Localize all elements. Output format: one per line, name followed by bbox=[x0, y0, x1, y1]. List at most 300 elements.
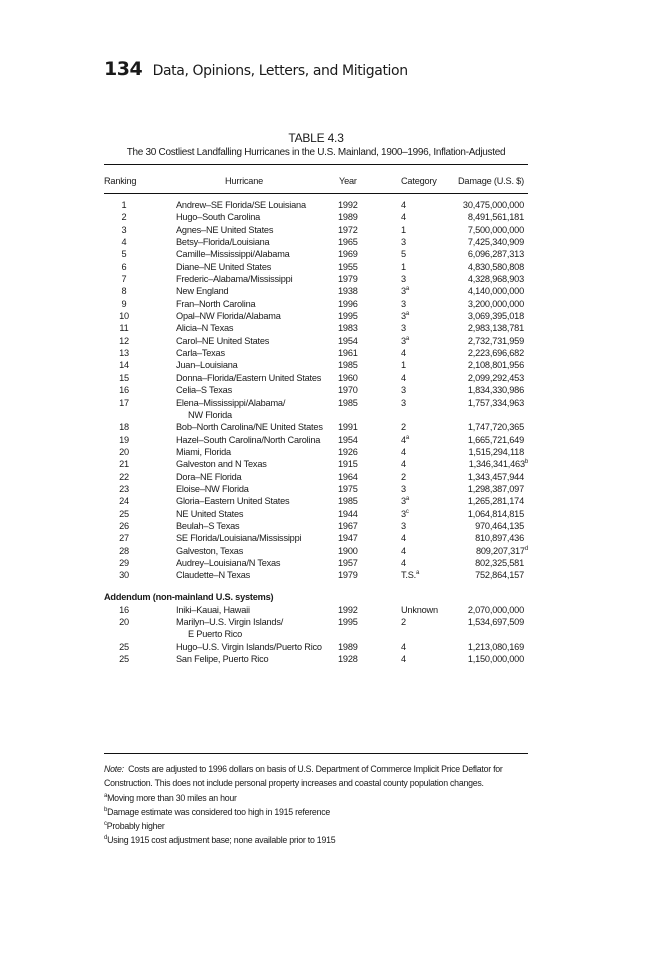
damage-cell bbox=[468, 335, 528, 347]
hurricane-cell bbox=[176, 604, 250, 616]
category-cell bbox=[401, 335, 409, 347]
hurricane-cell bbox=[176, 322, 233, 334]
category-value: 4 bbox=[401, 446, 406, 457]
note-text: Costs are adjusted to 1996 dollars on basis of U.S. Department of Commerce Implicit Price Deflator for Construction. This does not include personal property increases and coastal county population changes. bbox=[104, 764, 503, 789]
category-cell bbox=[401, 483, 406, 495]
year-cell: 1965 bbox=[338, 237, 358, 248]
footnote-text: Probably higher bbox=[106, 821, 165, 832]
category-cell bbox=[401, 285, 409, 297]
hurricane-name-continued: NW Florida bbox=[188, 409, 232, 420]
damage-cell bbox=[469, 446, 528, 458]
table-row bbox=[104, 310, 528, 322]
year-cell: 1954 bbox=[338, 434, 358, 445]
rank-cell: 20 bbox=[119, 446, 129, 457]
category-cell bbox=[401, 273, 406, 285]
damage-cell bbox=[468, 322, 528, 334]
damage-cell bbox=[468, 421, 528, 433]
damage-value: 30,475,000,000 bbox=[462, 200, 524, 210]
table-row bbox=[104, 372, 528, 384]
category-cell bbox=[401, 199, 406, 211]
category-cell bbox=[401, 653, 406, 665]
category-value: 5 bbox=[401, 249, 406, 260]
category-value: 4 bbox=[401, 654, 406, 665]
category-footnote-mark: a bbox=[405, 311, 410, 318]
table-row bbox=[104, 248, 528, 260]
hurricane-name: Camille–Mississippi/Alabama bbox=[176, 249, 290, 260]
hurricane-cell bbox=[176, 335, 269, 347]
hurricane-name: Betsy–Florida/Louisiana bbox=[176, 237, 270, 248]
hurricane-cell bbox=[176, 520, 239, 532]
damage-cell bbox=[468, 384, 528, 396]
year-cell: 1967 bbox=[338, 520, 358, 531]
damage-cell bbox=[468, 285, 528, 297]
hurricane-name: Bob–North Carolina/NE United States bbox=[176, 422, 323, 433]
hurricane-name: New England bbox=[176, 286, 229, 297]
hurricane-cell bbox=[176, 372, 321, 384]
table-row bbox=[104, 236, 528, 248]
category-cell bbox=[401, 359, 406, 371]
rank-cell: 12 bbox=[119, 335, 129, 346]
year-cell: 1970 bbox=[338, 385, 358, 396]
damage-cell bbox=[468, 298, 528, 310]
hurricane-cell bbox=[176, 458, 267, 470]
year-cell: 1944 bbox=[338, 508, 358, 519]
footnote bbox=[104, 833, 528, 847]
table-top-rule bbox=[104, 164, 528, 165]
hurricane-name: Diane–NE United States bbox=[176, 261, 272, 272]
category-cell bbox=[401, 604, 438, 616]
column-header-damage: Damage (U.S. $) bbox=[458, 176, 524, 186]
table-row bbox=[104, 483, 528, 495]
damage-value: 7,500,000,000 bbox=[467, 224, 524, 235]
year-cell: 1926 bbox=[338, 446, 358, 457]
rank-cell: 25 bbox=[119, 641, 129, 652]
year-cell: 1995 bbox=[338, 617, 358, 627]
table-row bbox=[104, 285, 528, 297]
rank-cell: 25 bbox=[119, 508, 129, 519]
year-cell: 1992 bbox=[338, 200, 358, 210]
hurricane-cell bbox=[176, 359, 238, 371]
category-value: 4 bbox=[401, 533, 406, 544]
table-row bbox=[104, 545, 528, 557]
rank-cell: 16 bbox=[119, 604, 129, 615]
table-row bbox=[104, 471, 528, 483]
year-cell: 1985 bbox=[338, 397, 358, 408]
hurricane-name: Alicia–N Texas bbox=[176, 323, 234, 334]
hurricane-cell bbox=[176, 199, 306, 211]
rank-cell: 8 bbox=[121, 286, 127, 297]
damage-cell bbox=[468, 248, 528, 260]
category-footnote-mark: a bbox=[405, 286, 410, 293]
rank-cell: 3 bbox=[121, 224, 127, 235]
damage-value: 8,491,561,181 bbox=[467, 212, 524, 223]
damage-value: 1,150,000,000 bbox=[467, 654, 524, 665]
year-cell: 1996 bbox=[338, 298, 358, 309]
damage-value: 1,298,387,097 bbox=[467, 483, 524, 494]
category-value: 3 bbox=[401, 311, 406, 322]
category-cell bbox=[401, 434, 409, 446]
damage-value: 2,099,292,453 bbox=[467, 372, 524, 383]
damage-value: 2,983,138,781 bbox=[467, 323, 524, 334]
damage-value: 2,732,731,959 bbox=[467, 335, 524, 346]
hurricane-name: SE Florida/Louisiana/Mississippi bbox=[176, 533, 302, 544]
damage-cell bbox=[468, 641, 528, 653]
rank-cell: 29 bbox=[119, 557, 129, 568]
rank-cell: 22 bbox=[119, 471, 129, 482]
damage-cell bbox=[468, 224, 528, 236]
rank-cell: 2 bbox=[121, 212, 127, 223]
damage-value: 1,757,334,963 bbox=[467, 397, 524, 408]
category-cell bbox=[401, 372, 406, 384]
category-value: 3 bbox=[401, 496, 406, 507]
hurricane-cell bbox=[176, 616, 283, 641]
category-cell bbox=[401, 421, 406, 433]
rank-cell: 24 bbox=[119, 496, 129, 507]
damage-value: 810,897,436 bbox=[475, 533, 524, 544]
hurricane-name: Frederic–Alabama/Mississippi bbox=[176, 274, 293, 285]
hurricane-cell bbox=[176, 471, 241, 483]
damage-cell bbox=[463, 199, 528, 211]
year-cell: 1985 bbox=[338, 360, 358, 371]
damage-value: 752,864,157 bbox=[475, 570, 524, 581]
category-value: 3 bbox=[401, 274, 406, 285]
damage-cell bbox=[468, 604, 528, 616]
hurricane-cell bbox=[176, 532, 301, 544]
rank-cell: 18 bbox=[119, 422, 129, 433]
hurricane-name: Opal–NW Florida/Alabama bbox=[176, 311, 281, 322]
table-row bbox=[104, 359, 528, 371]
category-cell bbox=[401, 298, 406, 310]
table-row bbox=[104, 446, 528, 458]
category-value: 4 bbox=[401, 200, 406, 210]
hurricane-cell bbox=[176, 653, 268, 665]
category-footnote-mark: a bbox=[405, 496, 410, 503]
year-cell: 1989 bbox=[338, 212, 358, 223]
hurricane-cell bbox=[176, 397, 285, 422]
table-row bbox=[104, 653, 528, 665]
hurricane-name: Donna–Florida/Eastern United States bbox=[176, 372, 322, 383]
damage-cell bbox=[468, 483, 528, 495]
damage-cell bbox=[468, 347, 528, 359]
rank-cell: 28 bbox=[119, 545, 129, 556]
footnote-text: Damage estimate was considered too high in 1915 reference bbox=[107, 806, 331, 817]
hurricane-name: NE United States bbox=[176, 508, 244, 519]
damage-value: 1,346,341,463 bbox=[468, 459, 525, 470]
damage-value: 1,534,697,509 bbox=[467, 617, 524, 627]
category-cell bbox=[401, 641, 406, 653]
table-row bbox=[104, 199, 528, 211]
table-row bbox=[104, 397, 528, 422]
hurricane-name: Hazel–South Carolina/North Carolina bbox=[176, 434, 321, 445]
year-cell: 1955 bbox=[338, 261, 358, 272]
category-cell bbox=[401, 384, 406, 396]
year-cell: 1957 bbox=[338, 557, 358, 568]
table-row bbox=[104, 532, 528, 544]
year-cell: 1947 bbox=[338, 533, 358, 544]
category-value: 2 bbox=[401, 471, 406, 482]
category-value: 3 bbox=[401, 298, 406, 309]
category-cell bbox=[401, 248, 406, 260]
category-value: 3 bbox=[401, 237, 406, 248]
rank-cell: 20 bbox=[119, 617, 129, 627]
rank-cell: 25 bbox=[119, 654, 129, 665]
table-row bbox=[104, 335, 528, 347]
category-value: 3 bbox=[401, 286, 406, 297]
rank-cell: 5 bbox=[121, 249, 127, 260]
hurricane-cell bbox=[176, 273, 292, 285]
category-value: 4 bbox=[401, 545, 406, 556]
page-number: 134 bbox=[104, 58, 143, 80]
category-value: Unknown bbox=[401, 604, 438, 615]
hurricane-name: Beulah–S Texas bbox=[176, 520, 240, 531]
hurricane-cell bbox=[176, 641, 322, 653]
hurricane-cell bbox=[176, 211, 260, 223]
damage-cell bbox=[475, 557, 528, 569]
hurricane-name: Audrey–Louisiana/N Texas bbox=[176, 557, 281, 568]
damage-value: 809,207,317 bbox=[475, 545, 525, 556]
hurricane-name: Agnes–NE United States bbox=[176, 224, 274, 235]
footnote-mark: a bbox=[104, 792, 108, 799]
damage-value: 802,325,581 bbox=[475, 557, 524, 568]
table-row bbox=[104, 508, 528, 520]
category-value: 4 bbox=[401, 641, 406, 652]
hurricane-cell bbox=[176, 298, 255, 310]
category-cell bbox=[401, 545, 406, 557]
hurricane-cell bbox=[176, 224, 273, 236]
hurricane-cell bbox=[176, 545, 243, 557]
hurricane-name: Juan–Louisiana bbox=[176, 360, 238, 371]
hurricane-cell bbox=[176, 248, 290, 260]
column-header-year: Year bbox=[339, 176, 357, 186]
year-cell: 1991 bbox=[338, 422, 358, 433]
damage-cell bbox=[475, 569, 528, 581]
category-value: 2 bbox=[401, 422, 406, 433]
category-cell bbox=[401, 261, 406, 273]
category-cell bbox=[401, 532, 406, 544]
table-row bbox=[104, 604, 528, 616]
hurricane-name: Miami, Florida bbox=[176, 446, 231, 457]
damage-value: 2,223,696,682 bbox=[467, 348, 524, 359]
table-row bbox=[104, 421, 528, 433]
hurricane-cell bbox=[176, 384, 232, 396]
damage-cell bbox=[468, 508, 528, 520]
year-cell: 1960 bbox=[338, 372, 358, 383]
category-value: 4 bbox=[401, 434, 406, 445]
year-cell: 1938 bbox=[338, 286, 358, 297]
column-header-category: Category bbox=[401, 176, 437, 186]
table-row bbox=[104, 569, 528, 581]
rank-cell: 15 bbox=[119, 372, 129, 383]
category-cell bbox=[401, 446, 406, 458]
category-cell bbox=[401, 458, 406, 470]
damage-value: 1,265,281,174 bbox=[467, 496, 524, 507]
rank-cell: 10 bbox=[119, 311, 129, 322]
year-cell: 1985 bbox=[338, 496, 358, 507]
category-cell bbox=[401, 569, 419, 581]
hurricane-cell bbox=[176, 261, 271, 273]
hurricane-cell bbox=[176, 446, 231, 458]
hurricane-name: Galveston, Texas bbox=[176, 545, 244, 556]
hurricane-cell bbox=[176, 285, 228, 297]
footnote-text: Moving more than 30 miles an hour bbox=[107, 792, 237, 803]
footnote bbox=[104, 805, 528, 819]
hurricane-cell bbox=[176, 421, 323, 433]
category-footnote-mark: a bbox=[416, 570, 420, 577]
table-row bbox=[104, 384, 528, 396]
rank-cell: 26 bbox=[119, 520, 129, 531]
hurricane-name: Galveston and N Texas bbox=[176, 459, 267, 470]
year-cell: 1964 bbox=[338, 471, 358, 482]
table-caption: The 30 Costliest Landfalling Hurricanes in the U.S. Mainland, 1900–1996, Inflation-Adjusted bbox=[126, 147, 506, 158]
damage-value: 2,070,000,000 bbox=[467, 604, 524, 615]
year-cell: 1954 bbox=[338, 335, 358, 346]
damage-cell bbox=[468, 211, 528, 223]
year-cell: 1915 bbox=[338, 459, 358, 470]
hurricane-name: Iniki–Kauai, Hawaii bbox=[176, 604, 250, 615]
damage-value: 3,069,395,018 bbox=[467, 311, 524, 322]
hurricane-name: Marilyn–U.S. Virgin Islands/ bbox=[176, 617, 284, 627]
damage-cell bbox=[468, 434, 528, 446]
rank-cell: 19 bbox=[119, 434, 129, 445]
rank-cell: 17 bbox=[119, 397, 129, 408]
category-value: 3 bbox=[401, 323, 406, 334]
category-cell bbox=[401, 471, 406, 483]
damage-value: 970,464,135 bbox=[475, 520, 524, 531]
note-paragraph bbox=[104, 762, 528, 791]
hurricane-name: Claudette–N Texas bbox=[176, 570, 251, 581]
damage-cell bbox=[476, 545, 528, 557]
damage-footnote-mark: d bbox=[524, 545, 528, 552]
hurricane-name: Andrew–SE Florida/SE Louisiana bbox=[176, 200, 306, 210]
hurricane-name: Dora–NE Florida bbox=[176, 471, 242, 482]
damage-cell bbox=[468, 236, 528, 248]
damage-value: 6,096,287,313 bbox=[467, 249, 524, 260]
damage-value: 1,515,294,118 bbox=[468, 446, 524, 457]
footnote-mark: c bbox=[104, 821, 107, 828]
table-row bbox=[104, 641, 528, 653]
damage-value: 1,747,720,365 bbox=[467, 422, 524, 433]
rank-cell: 4 bbox=[121, 237, 127, 248]
table-row bbox=[104, 322, 528, 334]
category-value: 1 bbox=[401, 261, 406, 272]
year-cell: 1995 bbox=[338, 311, 358, 322]
category-cell bbox=[401, 616, 406, 628]
category-cell bbox=[401, 211, 406, 223]
rank-cell: 14 bbox=[119, 360, 129, 371]
category-footnote-mark: c bbox=[405, 508, 409, 515]
damage-value: 1,665,721,649 bbox=[467, 434, 524, 445]
table-row bbox=[104, 211, 528, 223]
rank-cell: 30 bbox=[119, 570, 129, 581]
category-value: 4 bbox=[401, 212, 406, 223]
hurricane-name-continued: E Puerto Rico bbox=[188, 629, 243, 640]
category-footnote-mark: a bbox=[405, 434, 410, 441]
hurricane-cell bbox=[176, 347, 225, 359]
year-cell: 1992 bbox=[338, 604, 358, 615]
hurricane-name: Elena–Mississippi/Alabama/ bbox=[176, 397, 286, 408]
year-cell: 1979 bbox=[338, 570, 358, 581]
page-header bbox=[104, 58, 408, 80]
category-cell bbox=[401, 347, 406, 359]
footnote bbox=[104, 819, 528, 833]
category-value: 4 bbox=[401, 372, 406, 383]
category-value: 2 bbox=[401, 617, 406, 627]
category-footnote-mark: a bbox=[405, 335, 410, 342]
footnote bbox=[104, 791, 528, 805]
damage-cell bbox=[469, 458, 528, 470]
damage-value: 3,200,000,000 bbox=[467, 298, 524, 309]
damage-value: 1,343,457,944 bbox=[467, 471, 524, 482]
damage-cell bbox=[468, 471, 528, 483]
damage-cell bbox=[475, 520, 528, 532]
table-label: TABLE 4.3 bbox=[288, 131, 344, 145]
category-value: 4 bbox=[401, 348, 406, 359]
damage-cell bbox=[468, 616, 528, 628]
damage-cell bbox=[468, 653, 528, 665]
rank-cell: 11 bbox=[119, 323, 129, 334]
rank-cell: 21 bbox=[119, 459, 129, 470]
hurricane-name: Hugo–U.S. Virgin Islands/Puerto Rico bbox=[176, 641, 322, 652]
year-cell: 1983 bbox=[338, 323, 358, 334]
year-cell: 1969 bbox=[338, 249, 358, 260]
damage-value: 1,064,814,815 bbox=[467, 508, 524, 519]
table-row bbox=[104, 347, 528, 359]
category-value: 3 bbox=[401, 335, 406, 346]
table-row bbox=[104, 520, 528, 532]
table-row bbox=[104, 298, 528, 310]
year-cell: 1989 bbox=[338, 641, 358, 652]
table-header-rule bbox=[104, 193, 528, 194]
category-cell bbox=[401, 322, 406, 334]
year-cell: 1979 bbox=[338, 274, 358, 285]
footnote-text: Using 1915 cost adjustment base; none available prior to 1915 bbox=[107, 835, 336, 846]
footnote-mark: b bbox=[104, 806, 108, 813]
category-cell bbox=[401, 236, 406, 248]
table-bottom-rule bbox=[104, 753, 528, 754]
hurricane-cell bbox=[176, 483, 249, 495]
hurricane-name: Eloise–NW Florida bbox=[176, 483, 249, 494]
category-cell bbox=[401, 310, 409, 322]
hurricane-name: Celia–S Texas bbox=[176, 385, 232, 396]
column-header-ranking: Ranking bbox=[104, 176, 137, 186]
damage-cell bbox=[468, 397, 528, 409]
table-row bbox=[104, 557, 528, 569]
footnote-mark: d bbox=[104, 835, 108, 842]
category-cell bbox=[401, 520, 406, 532]
hurricane-cell bbox=[176, 569, 250, 581]
damage-cell bbox=[468, 310, 528, 322]
category-cell bbox=[401, 397, 406, 409]
table-body bbox=[104, 199, 528, 665]
category-value: 1 bbox=[401, 224, 406, 235]
year-cell: 1900 bbox=[338, 545, 358, 556]
category-value: 1 bbox=[401, 360, 406, 371]
category-cell bbox=[401, 508, 409, 520]
rank-cell: 9 bbox=[121, 298, 127, 309]
category-cell bbox=[401, 557, 406, 569]
category-value: 3 bbox=[401, 397, 406, 408]
rank-cell: 13 bbox=[119, 348, 129, 359]
category-value: 3 bbox=[401, 520, 406, 531]
rank-cell: 6 bbox=[121, 261, 127, 272]
damage-value: 7,425,340,909 bbox=[467, 237, 524, 248]
table-row bbox=[104, 458, 528, 470]
hurricane-cell bbox=[176, 508, 243, 520]
damage-cell bbox=[475, 532, 528, 544]
column-header-hurricane: Hurricane bbox=[225, 176, 264, 186]
hurricane-cell bbox=[176, 495, 289, 507]
table-notes bbox=[104, 762, 528, 848]
